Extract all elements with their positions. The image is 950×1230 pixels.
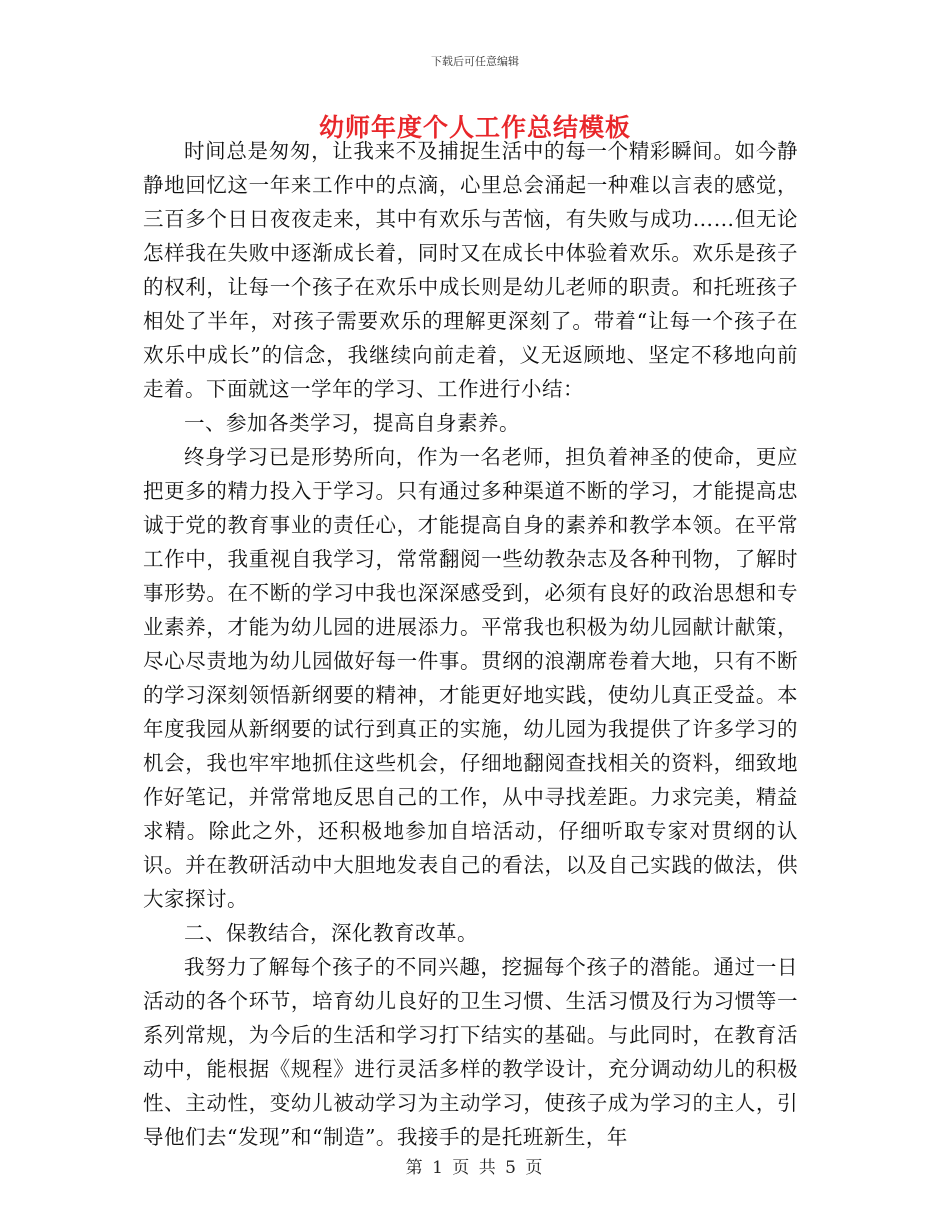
header-note: 下载后可任意编辑	[431, 55, 519, 68]
page-footer: 第 1 页 共 5 页	[405, 1158, 545, 1178]
section-heading-1: 一、参加各类学习，提高自身素养。	[184, 411, 520, 435]
document-title: 幼师年度个人工作总结模板	[318, 113, 631, 142]
intro-paragraph: 时间总是匆匆，让我来不及捕捉生活中的每一个精彩瞬间。如今静静地回忆这一年来工作中的点滴，心里总会涌起一种难以言表的感觉，三百多个日日夜夜走来，其中有欢乐与苦恼，有失败与成功……但无论怎样我在失败中逐渐成长着，同时又在成长中体验着欢乐。欢乐是孩子的权利，让每一个孩子在欢乐中成长则是幼儿老师的职责。和托班孩子相处了半年，对孩子需要欢乐的理解更深刻了。带着“让每一个孩子在欢乐中成长”的信念，我继续向前走着，义无返顾地、坚定不移地向前走着。下面就这一学年的学习、工作进行小结：	[143, 139, 798, 401]
section-1-paragraph: 终身学习已是形势所向，作为一名老师，担负着神圣的使命，更应把更多的精力投入于学习。只有通过多种渠道不断的学习，才能提高忠诚于党的教育事业的责任心，才能提高自身的素养和教学本领。在平常工作中，我重视自我学习，常常翻阅一些幼教杂志及各种刊物，了解时事形势。在不断的学习中我也深深感受到，必须有良好的政治思想和专业素养，才能为幼儿园的进展添力。平常我也积极为幼儿园献计献策，尽心尽责地为幼儿园做好每一件事。贯纲的浪潮席卷着大地，只有不断的学习深刻领悟新纲要的精神，才能更好地实践，使幼儿真正受益。本年度我园从新纲要的试行到真正的实施，幼儿园为我提供了许多学习的机会，我也牢牢地抓住这些机会，仔细地翻阅查找相关的资料，细致地作好笔记，并常常地反思自己的工作，从中寻找差距。力求完美，精益求精。除此之外，还积极地参加自培活动，仔细听取专家对贯纲的认识。并在教研活动中大胆地发表自己的看法，以及自己实践的做法，供大家探讨。	[143, 445, 798, 911]
document-body	[143, 134, 798, 1154]
section-heading-2: 二、保教结合，深化教育改革。	[184, 921, 478, 945]
section-2-paragraph: 我努力了解每个孩子的不同兴趣，挖掘每个孩子的潜能。通过一日活动的各个环节，培育幼儿良好的卫生习惯、生活习惯及行为习惯等一系列常规，为今后的生活和学习打下结实的基础。与此同时，在教育活动中，能根据《规程》进行灵活多样的教学设计，充分调动幼儿的积极性、主动性，变幼儿被动学习为主动学习，使孩子成为学习的主人，引导他们去“发现”和“制造”。我接手的是托班新生，年	[143, 955, 798, 1149]
